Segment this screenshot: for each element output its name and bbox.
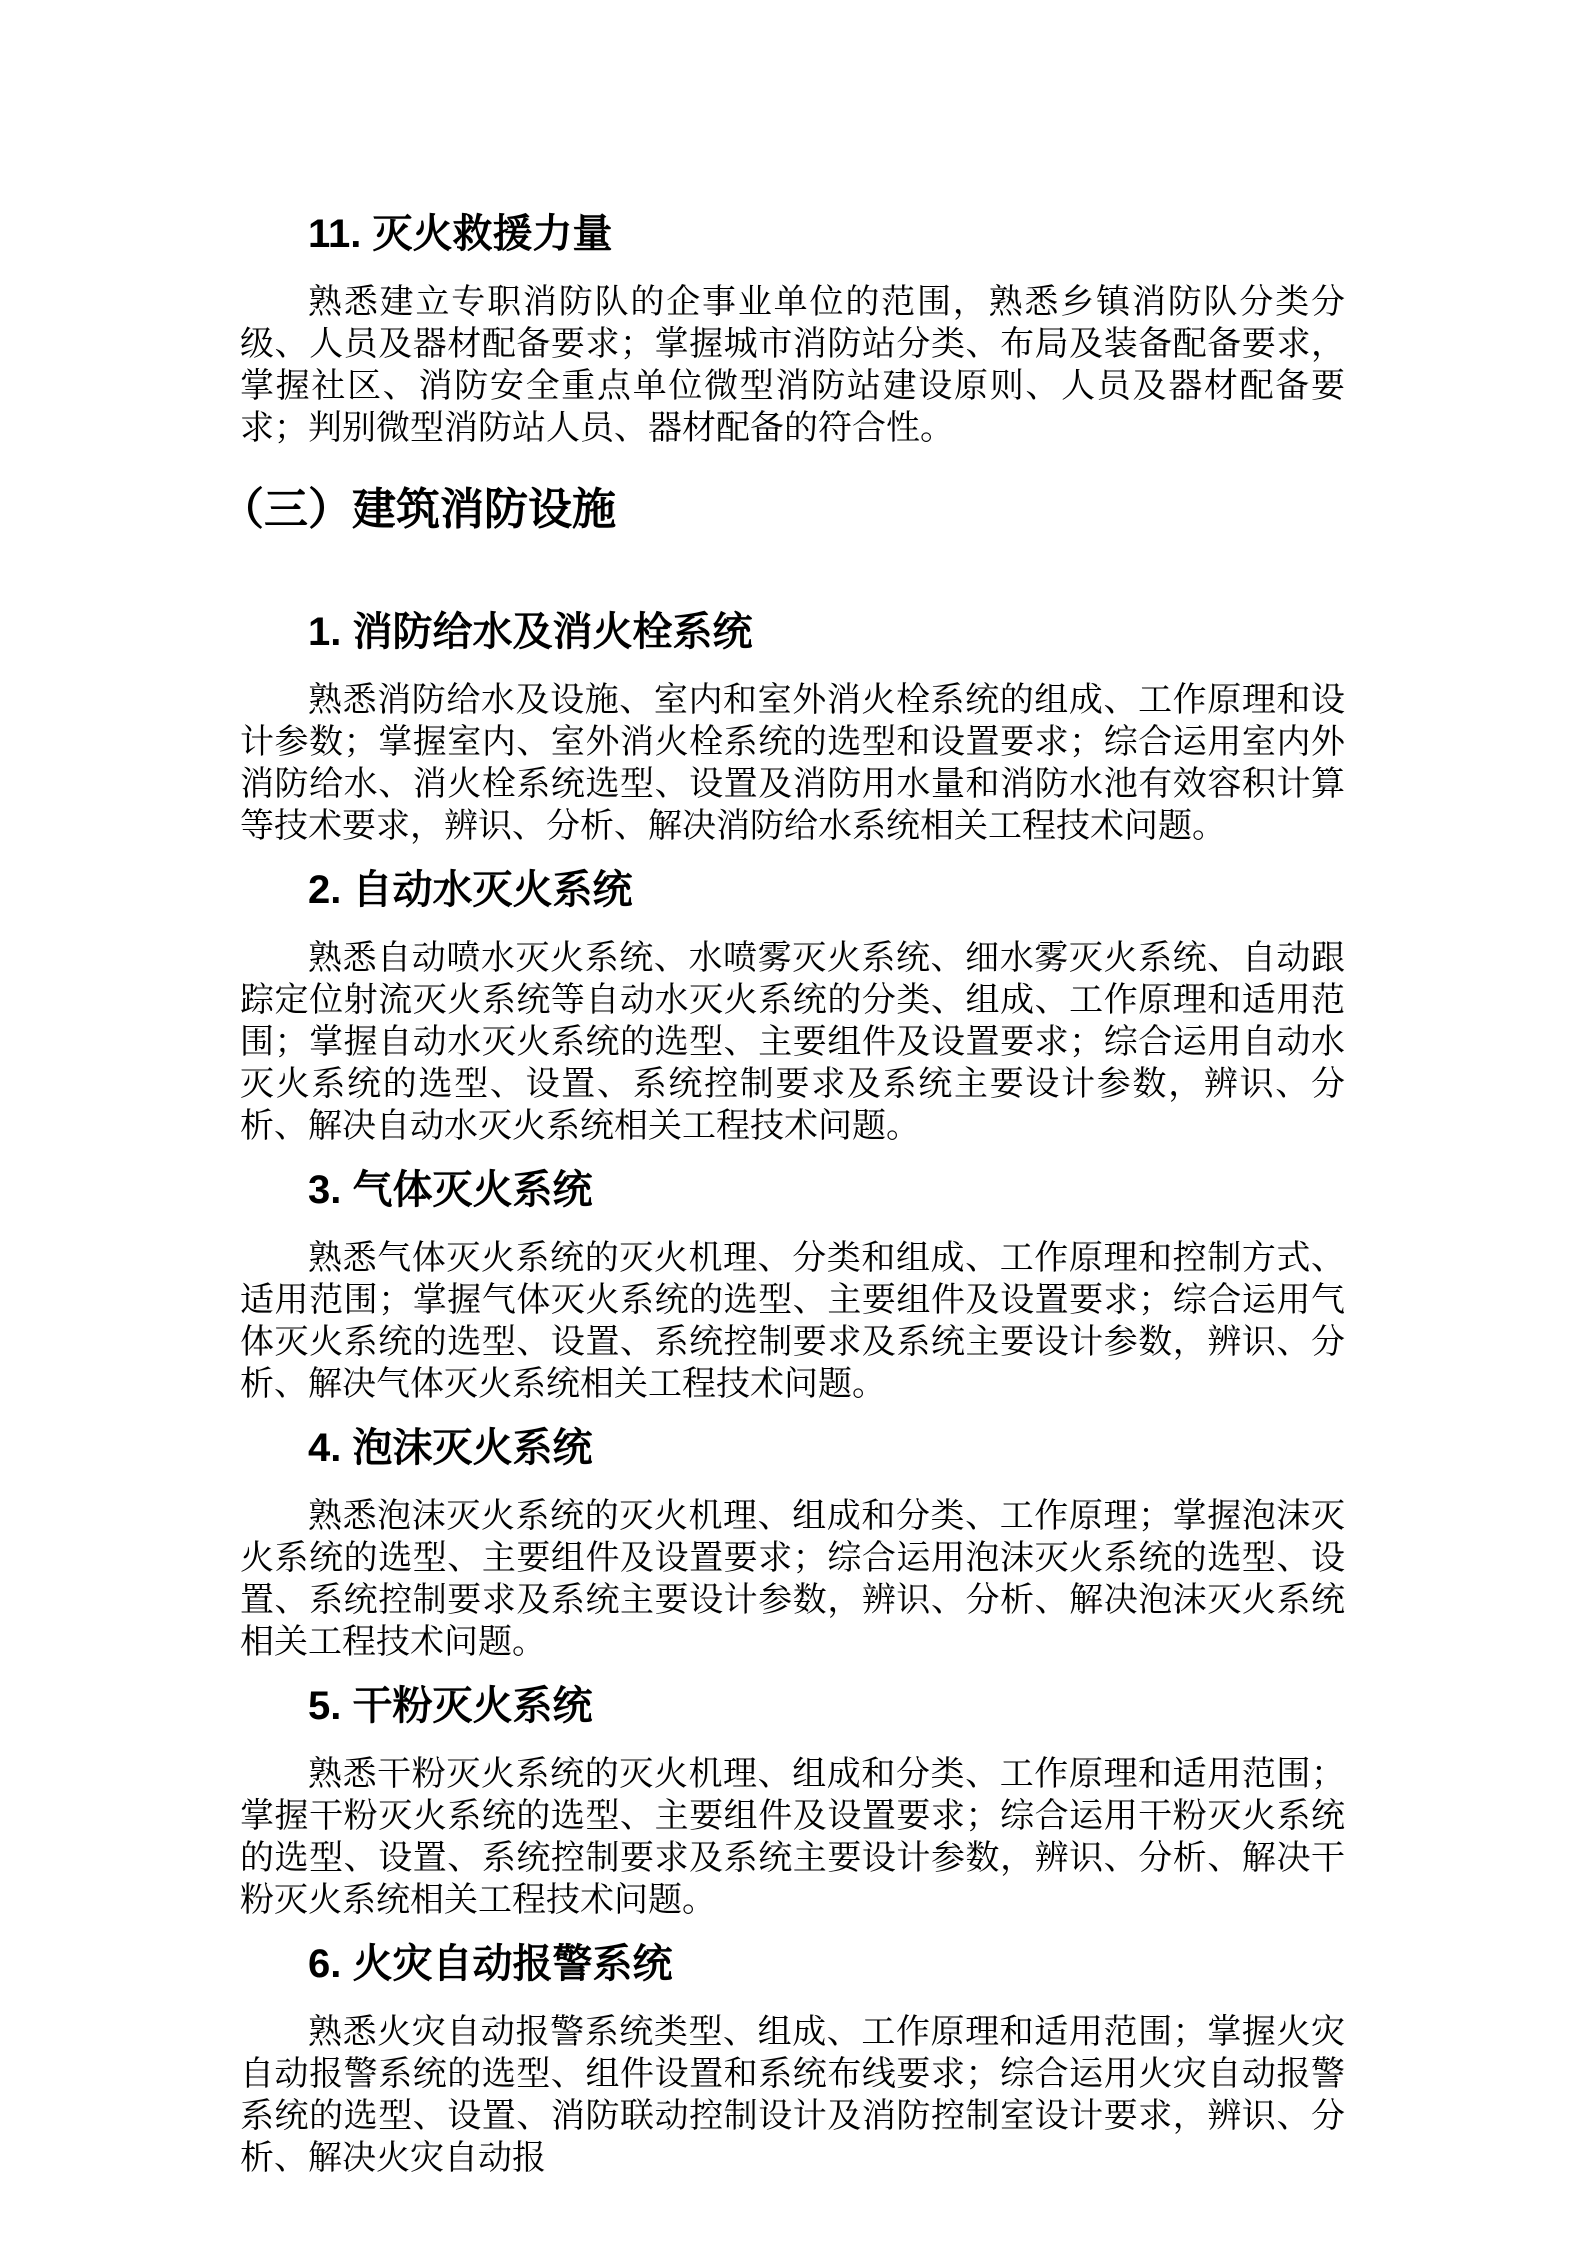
paragraph-gas-extinguishing: 熟悉气体灭火系统的灭火机理、分类和组成、工作原理和控制方式、适用范围；掌握气体灭火系统的选型、主要组件及设置要求；综合运用气体灭火系统的选型、设置、系统控制要求及系统主要设计参数，辨识、分析、解决气体灭火系统相关工程技术问题。 [240, 1240, 1345, 1403]
heading-11-fire-rescue-forces: 11. 灭火救援力量 [308, 212, 613, 256]
heading-6-automatic-fire-alarm-system: 6. 火灾自动报警系统 [308, 1942, 673, 1986]
heading-3-gas-extinguishing-system: 3. 气体灭火系统 [308, 1168, 593, 1212]
paragraph-foam-extinguishing: 熟悉泡沫灭火系统的灭火机理、组成和分类、工作原理；掌握泡沫灭火系统的选型、主要组件及设置要求；综合运用泡沫灭火系统的选型、设置、系统控制要求及系统主要设计参数，辨识、分析、解决泡沫灭火系统相关工程技术问题。 [240, 1498, 1345, 1661]
heading-2-automatic-water-extinguishing-system: 2. 自动水灭火系统 [308, 868, 633, 912]
paragraph-fire-water-supply: 熟悉消防给水及设施、室内和室外消火栓系统的组成、工作原理和设计参数；掌握室内、室外消火栓系统的选型和设置要求；综合运用室内外消防给水、消火栓系统选型、设置及消防用水量和消防水池有效容积计算等技术要求，辨识、分析、解决消防给水系统相关工程技术问题。 [240, 682, 1345, 845]
paragraph-automatic-water-extinguishing: 熟悉自动喷水灭火系统、水喷雾灭火系统、细水雾灭火系统、自动跟踪定位射流灭火系统等自动水灭火系统的分类、组成、工作原理和适用范围；掌握自动水灭火系统的选型、主要组件及设置要求；综合运用自动水灭火系统的选型、设置、系统控制要求及系统主要设计参数，辨识、分析、解决自动水灭火系统相关工程技术问题。 [240, 940, 1345, 1145]
heading-5-dry-powder-extinguishing-system: 5. 干粉灭火系统 [308, 1684, 593, 1728]
paragraph-dry-powder-extinguishing: 熟悉干粉灭火系统的灭火机理、组成和分类、工作原理和适用范围；掌握干粉灭火系统的选型、主要组件及设置要求；综合运用干粉灭火系统的选型、设置、系统控制要求及系统主要设计参数，辨识、分析、解决干粉灭火系统相关工程技术问题。 [240, 1756, 1345, 1919]
section-heading-3-building-fire-facilities: （三）建筑消防设施 [220, 485, 616, 534]
paragraph-fire-rescue-forces: 熟悉建立专职消防队的企事业单位的范围，熟悉乡镇消防队分类分级、人员及器材配备要求；掌握城市消防站分类、布局及装备配备要求，掌握社区、消防安全重点单位微型消防站建设原则、人员及器材配备要求；判别微型消防站人员、器材配备的符合性。 [240, 284, 1345, 447]
paragraph-automatic-fire-alarm: 熟悉火灾自动报警系统类型、组成、工作原理和适用范围；掌握火灾自动报警系统的选型、组件设置和系统布线要求；综合运用火灾自动报警系统的选型、设置、消防联动控制设计及消防控制室设计要求，辨识、分析、解决火灾自动报 [240, 2014, 1345, 2177]
heading-4-foam-extinguishing-system: 4. 泡沫灭火系统 [308, 1426, 593, 1470]
heading-1-fire-water-supply-hydrant-system: 1. 消防给水及消火栓系统 [308, 610, 753, 654]
